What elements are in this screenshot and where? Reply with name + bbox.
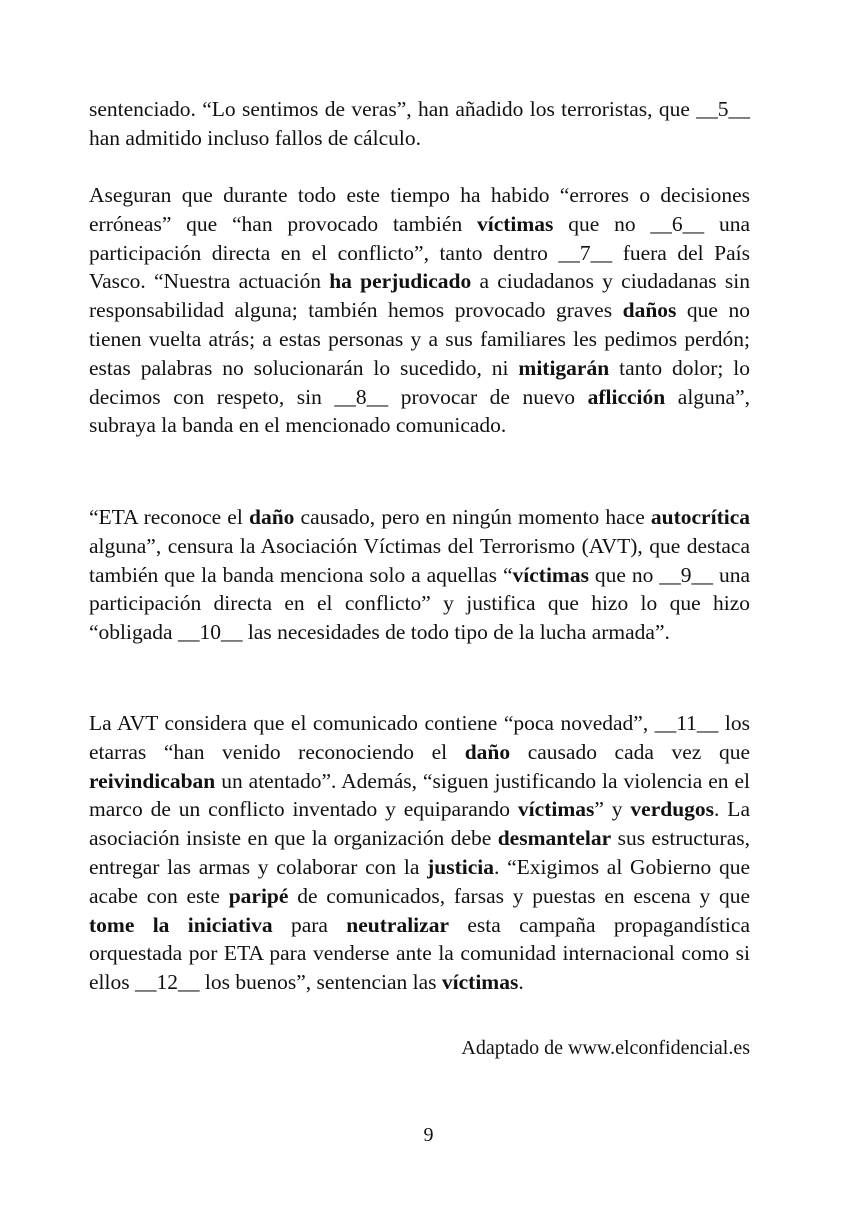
bold-term: paripé <box>228 883 289 908</box>
bold-term: víctimas <box>517 797 595 822</box>
bold-term: daño <box>464 739 511 764</box>
text-run: . <box>518 970 524 995</box>
text-run: La AVT considera que el comunicado contiene “poca novedad”, __11__ los etarras “han venido reconociendo el <box>89 711 750 764</box>
text-run: de comunicados, farsas y puestas en escena y que <box>288 883 751 908</box>
paragraph-2-text <box>89 181 750 440</box>
text-run: a ciudadanos y ciudadanas sin responsabilidad alguna; también hemos provocado graves <box>89 269 750 323</box>
bold-term: reivindicaban <box>89 768 216 793</box>
paragraph-3 <box>89 503 750 647</box>
bold-term: ha perjudicado <box>329 269 472 294</box>
bold-term: tome la iniciativa <box>89 912 273 937</box>
text-run: que no __9__ una participación directa en el conflicto” y justifica que hizo lo que hizo “obligada __10__ las necesidades de todo tipo de la lucha armada”. <box>89 562 750 645</box>
bold-term: verdugos <box>630 797 715 822</box>
bold-term: víctimas <box>512 562 589 587</box>
text-run: alguna”, subraya la banda en el mencionado comunicado. <box>89 384 751 438</box>
text-run: sus estructuras, entregar las armas y colaborar con la <box>89 826 750 879</box>
text-run: tanto dolor; lo decimos con respeto, sin __8__ provocar de nuevo <box>89 355 750 409</box>
text-run: causado cada vez que <box>510 739 750 764</box>
bold-term: daño <box>248 505 295 529</box>
bold-term: justicia <box>427 854 495 879</box>
bold-term: neutralizar <box>346 912 449 937</box>
page-number: 9 <box>423 1124 434 1146</box>
text-run: esta campaña propagandística orquestada por ETA para venderse ante la comunidad internacional como si ellos __12__ los buenos”, sentencian las <box>89 912 750 995</box>
text-run: que no __6__ una participación directa en el conflicto”, tanto dentro __7__ fuera del País Vasco. “Nuestra actuación <box>89 211 750 294</box>
paragraph-1-text <box>89 95 750 153</box>
paragraph-3-text <box>89 503 750 647</box>
bold-term: autocrítica <box>650 505 750 529</box>
source-attribution: Adaptado de www.elconfidencial.es <box>461 1037 750 1059</box>
text-run: un atentado”. Además, “siguen justificando la violencia en el marco de un conflicto inventado y equiparando <box>89 768 750 822</box>
bold-term: daños <box>622 298 677 323</box>
text-run: alguna”, censura la Asociación Víctimas del Terrorismo (AVT), que destaca también que la banda menciona solo a aquellas “ <box>89 533 750 587</box>
text-run: sentenciado. “Lo sentimos de veras”, han añadido los terroristas, que __5__ han admitido incluso fallos de cálculo. <box>89 97 750 150</box>
bold-term: mitigarán <box>518 355 610 380</box>
text-run: . La asociación insiste en que la organización debe <box>89 797 750 851</box>
paragraph-4 <box>89 709 750 997</box>
bold-term: desmantelar <box>497 826 612 851</box>
text-run: Aseguran que durante todo este tiempo ha habido “errores o decisiones erróneas” que “han provocado también <box>89 183 750 236</box>
paragraph-4-text <box>89 709 750 997</box>
text-run: que no tienen vuelta atrás; a estas personas y a sus familiares les pedimos perdón; estas palabras no solucionarán lo sucedido, ni <box>89 298 750 380</box>
paragraph-2 <box>89 181 750 440</box>
text-run: “ETA reconoce el <box>89 505 249 529</box>
text-run: causado, pero en ningún momento hace <box>294 505 651 529</box>
text-run: ” y <box>594 797 631 822</box>
paragraph-1 <box>89 95 750 153</box>
bold-term: víctimas <box>477 211 554 236</box>
bold-term: víctimas <box>441 970 519 995</box>
bold-term: aflicción <box>587 384 666 409</box>
text-run: . “Exigimos al Gobierno que acabe con este <box>89 854 750 908</box>
text-run: para <box>272 912 347 937</box>
